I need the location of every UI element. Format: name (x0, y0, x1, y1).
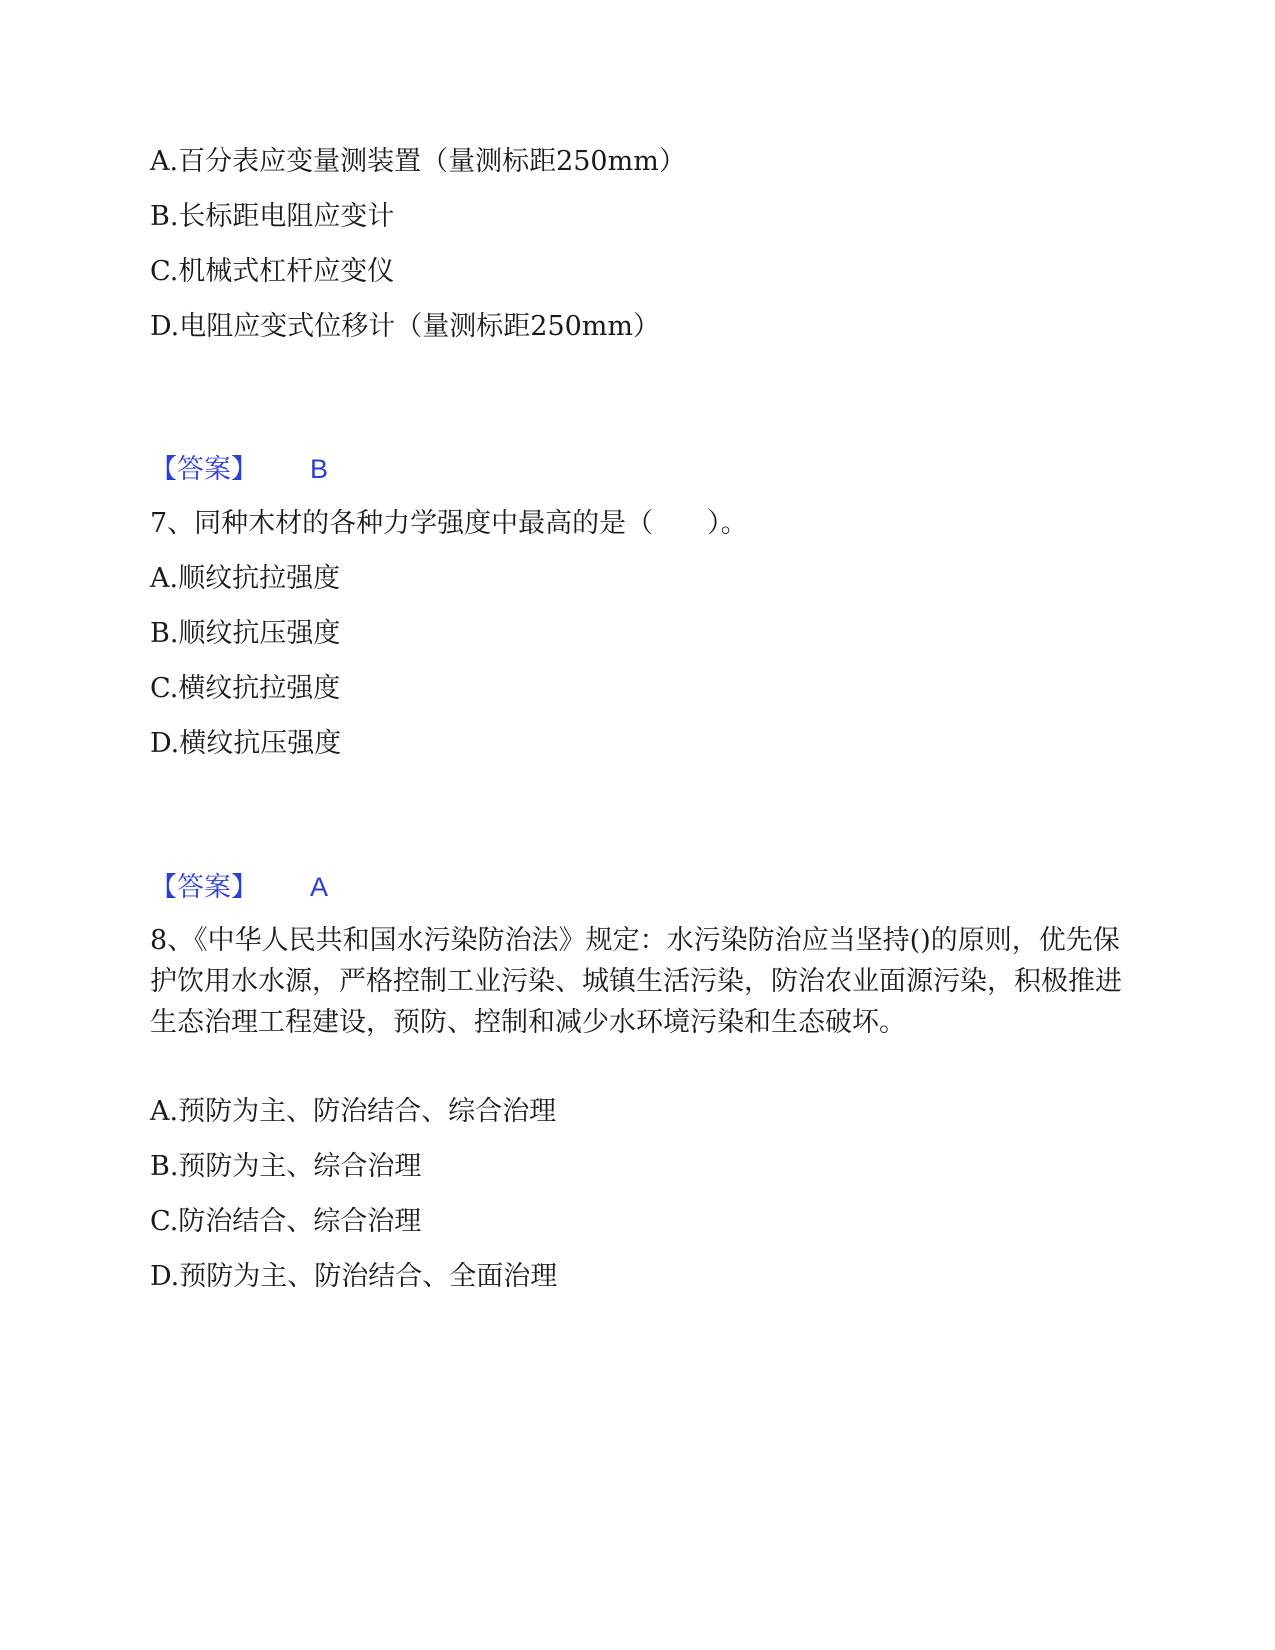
q7-answer (150, 870, 328, 905)
q6-option-d: D.电阻应变式位移计（量测标距250mm） (150, 311, 661, 342)
q7-option-c: C.横纹抗拉强度 (150, 673, 341, 704)
q8-option-c: C.防治结合、综合治理 (150, 1206, 422, 1237)
q6-option-a: A.百分表应变量测装置（量测标距250mm） (150, 146, 686, 177)
q8-question: 8、《中华人民共和国水污染防治法》规定：水污染防治应当坚持()的原则，优先保护饮用水水源，严格控制工业污染、城镇生活污染，防治农业面源污染，积极推进生态治理工程建设，预防、控制和减少水环境污染和生态破坏。 (150, 925, 1122, 1038)
q6-option-c: C.机械式杠杆应变仪 (150, 256, 395, 287)
q6-answer-label: 【答案】 (150, 454, 258, 485)
q8-option-a: A.预防为主、防治结合、综合治理 (150, 1096, 557, 1127)
q7-question: 7、同种木材的各种力学强度中最高的是（ ）。 (150, 508, 748, 539)
q6-answer (150, 452, 328, 487)
q7-option-a: A.顺纹抗拉强度 (150, 563, 341, 594)
q7-answer-label: 【答案】 (150, 872, 258, 903)
q7-option-d: D.横纹抗压强度 (150, 728, 342, 759)
q7-answer-value: A (310, 872, 329, 902)
q8-option-b: B.预防为主、综合治理 (150, 1151, 422, 1182)
q6-answer-value: B (310, 454, 329, 484)
q7-option-b: B.顺纹抗压强度 (150, 618, 341, 649)
q6-option-b: B.长标距电阻应变计 (150, 201, 395, 232)
q8-option-d: D.预防为主、防治结合、全面治理 (150, 1261, 558, 1292)
